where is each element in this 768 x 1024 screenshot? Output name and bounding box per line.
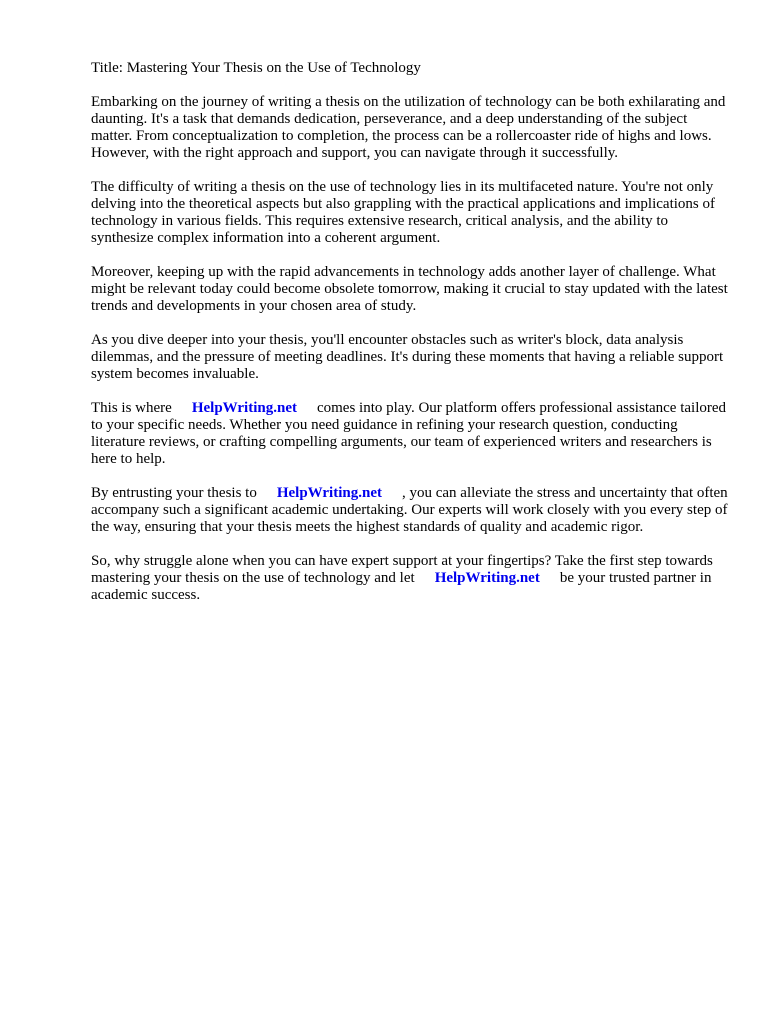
paragraph-difficulty: The difficulty of writing a thesis on the use of technology lies in its multifaceted nature. You're not only delving into the theoretical aspects but also grappling with the practical applications and implications of technology in various fields. This requires extensive research, critical analysis, and the ability to synthesize complex information into a coherent argument. (91, 179, 715, 246)
document-title: Title: Mastering Your Thesis on the Use of Technology (91, 60, 421, 76)
paragraph-conclusion-text-after: be your trusted partner in academic success. (91, 570, 712, 603)
paragraph-obstacles: As you dive deeper into your thesis, you'll encounter obstacles such as writer's block, data analysis dilemmas, and the pressure of meeting deadlines. It's during these moments that having a reliable support system becomes invaluable. (91, 332, 724, 382)
helpwriting-link-1[interactable]: HelpWriting.net (191, 400, 297, 416)
document-page (91, 60, 731, 621)
paragraph-platform-text-before: This is where (91, 400, 172, 416)
paragraph-conclusion-text-before: So, why struggle alone when you can have expert support at your fingertips? Take the first step towards mastering your thesis on the use of technology and let (91, 553, 713, 586)
helpwriting-link-2[interactable]: HelpWriting.net (276, 485, 382, 501)
paragraph-platform-text-after: comes into play. Our platform offers professional assistance tailored to your specific needs. Whether you need guidance in refining your research question, conducting literature reviews, or crafting compelling arguments, our team of experienced writers and researchers is here to help. (91, 400, 727, 467)
paragraph-platform (91, 400, 731, 468)
paragraph-intro: Embarking on the journey of writing a thesis on the utilization of technology can be both exhilarating and daunting. It's a task that demands dedication, perseverance, and a deep understanding of the subject matter. From conceptualization to completion, the process can be a rollercoaster ride of highs and lows. However, with the right approach and support, you can navigate through it successfully. (91, 94, 726, 161)
paragraph-conclusion (91, 553, 731, 604)
paragraph-entrusting (91, 485, 731, 536)
paragraph-entrusting-text-before: By entrusting your thesis to (91, 485, 257, 501)
paragraph-advancements: Moreover, keeping up with the rapid advancements in technology adds another layer of challenge. What might be relevant today could become obsolete tomorrow, making it crucial to stay updated with the latest trends and developments in your chosen area of study. (91, 264, 728, 314)
paragraph-entrusting-text-after: , you can alleviate the stress and uncertainty that often accompany such a significant academic undertaking. Our experts will work closely with you every step of the way, ensuring that your thesis meets the highest standards of quality and academic rigor. (91, 485, 728, 535)
helpwriting-link-3[interactable]: HelpWriting.net (434, 570, 540, 586)
